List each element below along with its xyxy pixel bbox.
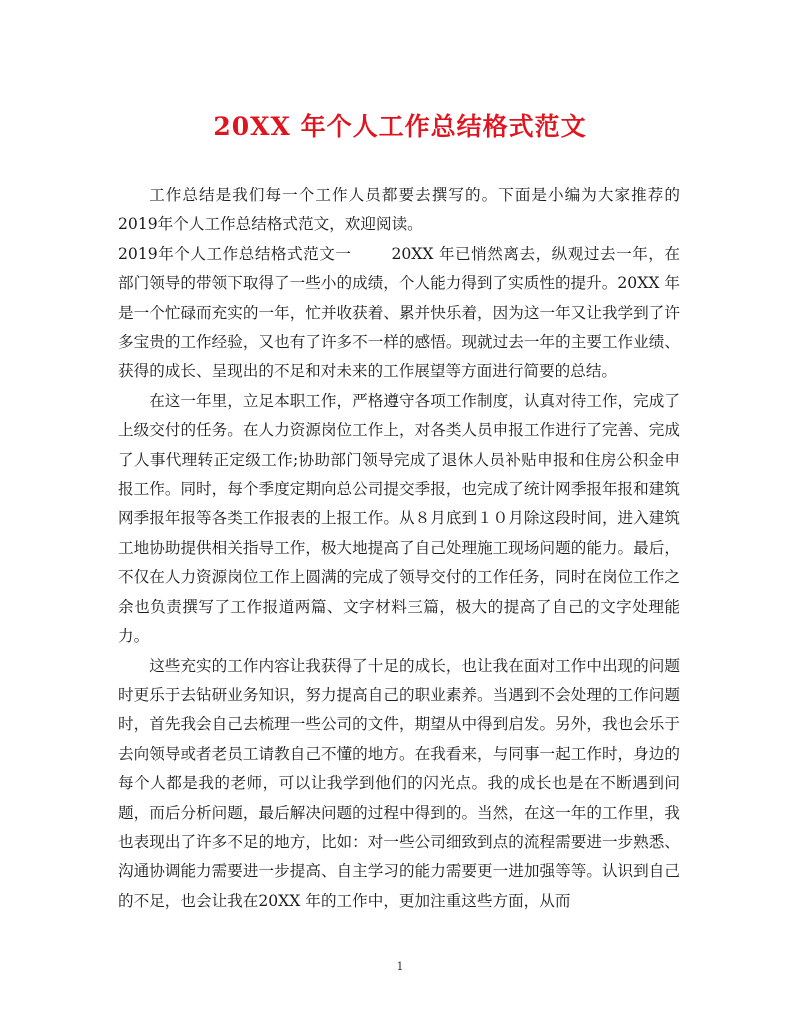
paragraph-1: 20XX 年已悄然离去，纵观过去一年，在部门领导的带领下取得了一些小的成绩，个人能力得到了实质性的提升。20XX 年是一个忙碌而充实的一年，忙并收获着、累并快乐着，因为这一年又让我学到了许多宝贵的工作经验，又也有了许多不一样的感悟。现就过去一年的主要工作业绩、获得的成长、呈现出的不足和对未来的工作展望等方面进行简要的总结。: [118, 244, 680, 381]
document-body: [118, 181, 680, 916]
page-number: 1: [396, 960, 404, 973]
paragraph-2: 在这一年里，立足本职工作，严格遵守各项工作制度，认真对待工作，完成了上级交付的任务。在人力资源岗位工作上，对各类人员申报工作进行了完善、完成了人事代理转正定级工作;协助部门领导完成了退休人员补贴申报和住房公积金申报工作。同时，每个季度定期向总公司提交季报，也完成了统计网季报年报和建筑网季报年报等各类工作报表的上报工作。从８月底到１０月除这段时间，进入建筑工地协助提供相关指导工作，极大地提高了自己处理施工现场问题的能力。最后，不仅在人力资源岗位工作上圆满的完成了领导交付的工作任务，同时在岗位工作之余也负责撰写了工作报道两篇、文字材料三篇，极大的提高了自己的文字处理能力。: [118, 391, 680, 646]
paragraph-3: 这些充实的工作内容让我获得了十足的成长，也让我在面对工作中出现的问题时更乐于去钻研业务知识，努力提高自己的职业素养。当遇到不会处理的工作问题时，首先我会自己去梳理一些公司的文件，期望从中得到启发。另外，我也会乐于去向领导或者老员工请教自己不懂的地方。在我看来，与同事一起工作时，身边的每个人都是我的老师，可以让我学到他们的闪光点。我的成长也是在不断遇到问题，而后分析问题，最后解决问题的过程中得到的。当然，在这一年的工作里，我也表现出了许多不足的地方，比如：对一些公司细致到点的流程需要进一步熟悉、沟通协调能力需要进一步提高、自主学习的能力需要更一进加强等等。认识到自己的不足，也会让我在20XX 年的工作中，更加注重这些方面，从而: [118, 656, 680, 910]
document-title: 20XX 年个人工作总结格式范文: [213, 112, 587, 141]
section-heading: 2019年个人工作总结格式范文一: [118, 244, 352, 263]
first-section-paragraph: [118, 240, 680, 387]
intro-paragraph: 工作总结是我们每一个工作人员都要去撰写的。下面是小编为大家推荐的2019年个人工作总结格式范文，欢迎阅读。: [118, 186, 680, 234]
